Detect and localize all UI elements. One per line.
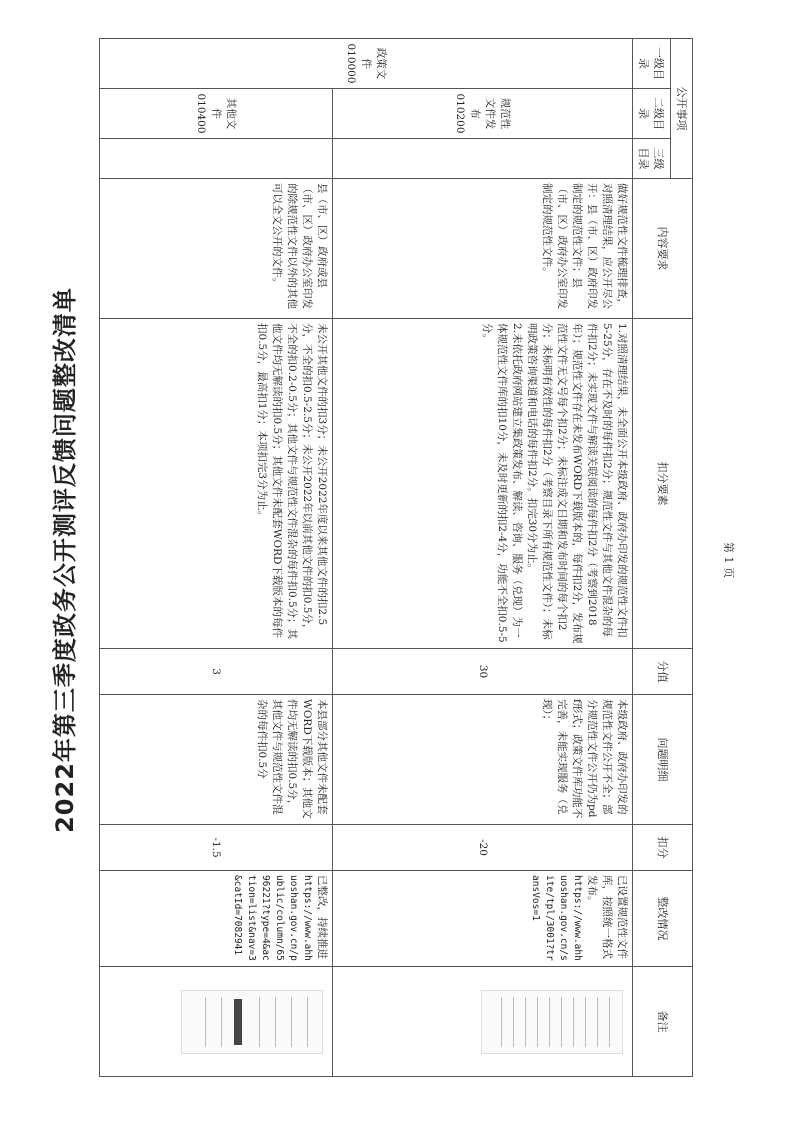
score-cell: 3 — [100, 649, 333, 695]
level1-cell: 政策文件 010000 — [100, 39, 633, 89]
level3-cell — [100, 139, 333, 179]
header-level2: 二级目录 — [633, 89, 671, 139]
page-number: 第 1 页 — [722, 542, 735, 578]
header-public-items: 公开事项 — [671, 39, 693, 179]
status-link[interactable]: https://www.ahhuoshan.gov.cn/site/tpl/3001?transVos=1 — [530, 875, 583, 961]
header-remark: 备注 — [633, 967, 693, 1077]
table-row — [333, 39, 633, 1077]
status-cell — [100, 871, 333, 967]
level2-cell: 其他文件 010400 — [100, 89, 333, 139]
header-problem: 问题明细 — [633, 695, 693, 825]
deduction-cell: 1.对照清理结果，未全面公开本级政府、政府办印发的规范性文件扣5-25分，存在不及时的每件扣2分；规范性文件与其他文件混杂的每件扣2分；未实现文件与解读关联阅读的每件扣2分（考察到2018年）；规范性文件存在未发布WORD下载版本的，每件扣2分，发布规范性文件无文号每个扣2分；未标注成文日期和发布时间的每个扣2分；未标明有效性的每件扣2分（考察目录下所有规范性文件）；未标明政策咨询渠道和电话的每件扣2分。扣完30分为止。 2.未依托政府网站建立集政策发布、解读、咨询、服务（兑现）为一体规范性文件库的扣10分，未及时更新的扣2-4分，功能不全扣0.5-5分。 — [333, 319, 633, 649]
screenshot-thumbnail — [481, 990, 623, 1054]
table-row — [100, 39, 333, 1077]
points-cell: -1.5 — [100, 825, 333, 871]
content-cell: 做好规范性文件梳理排查，对照清理结果，应公开尽公开：县（市、区）政府印发制定的规范性文件；县（市、区）政府办公室印发制定的规范性文件。 — [333, 179, 633, 319]
header-status: 整改情况 — [633, 871, 693, 967]
header-deduction: 扣分要素 — [633, 319, 693, 649]
content-cell: 县（市、区）政府或县（市、区）政府办公室印发的除规范性文件以外的其他可以全文公开的文件。 — [100, 179, 333, 319]
score-cell: 30 — [333, 649, 633, 695]
header-score: 分值 — [633, 649, 693, 695]
status-cell — [333, 871, 633, 967]
remark-cell — [333, 967, 633, 1077]
page-title: 2022年第三季度政务公开测评反馈问题整改清单 — [51, 287, 79, 833]
problem-cell: 本县部分其他文件未配套WORD下载版本；其他文件均无解读的扣0.5分，其他文件与规范性文件混杂的每件扣0.5分 — [100, 695, 333, 825]
level2-cell: 规范性文件发布 010200 — [333, 89, 633, 139]
status-text: 已整改，持续推进 — [316, 875, 328, 960]
problem-cell: 本级政府、政府办印发的规范性文件公开不全；部分规范性文件公开仍为pdf形式；政策文件库功能不完善，未能实现服务（兑现）； — [333, 695, 633, 825]
status-text: 已设置规范性文件库，按照统一格式发布。 — [586, 875, 628, 960]
points-cell: -20 — [333, 825, 633, 871]
level3-cell — [333, 139, 633, 179]
rectification-table — [100, 38, 693, 1076]
header-level3: 三级目录 — [633, 139, 671, 179]
header-level1: 一级目录 — [633, 39, 671, 89]
status-link[interactable]: https://www.ahhuoshan.gov.cn/public/column/6596221?type=4&action=list&nav=3&catId=7082941 — [232, 875, 313, 961]
remark-cell — [100, 967, 333, 1077]
header-points: 扣分 — [633, 825, 693, 871]
header-content: 内容要求 — [633, 179, 693, 319]
deduction-cell: 未公开其他文件的扣3分；未公开2022年度以来其他文件的扣2.5分，不全的扣0.5-2.5分；未公开2022年以前其他文件的扣0.5分，不全的扣0.2-0.5分；其他文件与规范性文件混杂的每件扣0.5分；其他文件均无解读的扣0.5分；其他文件未配套WORD下载版本的每件扣0.5分，最高扣1分；本项扣完3分为止。 — [100, 319, 333, 649]
screenshot-thumbnail — [181, 990, 323, 1054]
